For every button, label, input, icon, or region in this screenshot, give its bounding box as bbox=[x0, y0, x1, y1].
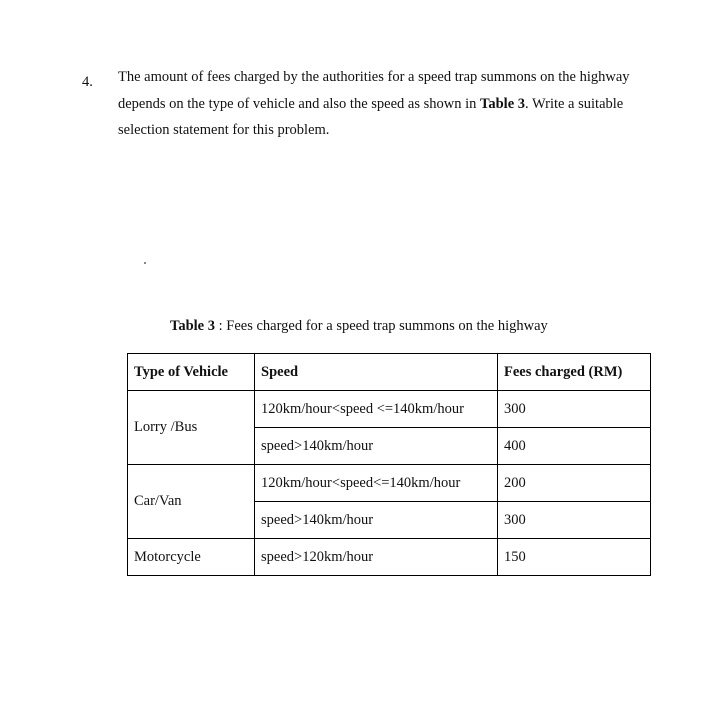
speed-cell: speed>120km/hour bbox=[255, 539, 498, 576]
vehicle-cell: Motorcycle bbox=[128, 539, 255, 576]
question-text bbox=[118, 64, 678, 144]
fee-cell: 200 bbox=[498, 465, 651, 502]
header-fees: Fees charged (RM) bbox=[498, 354, 651, 391]
fees-table bbox=[127, 353, 651, 576]
header-speed: Speed bbox=[255, 354, 498, 391]
fee-cell: 150 bbox=[498, 539, 651, 576]
vehicle-cell: Car/Van bbox=[128, 465, 255, 539]
stray-mark bbox=[144, 262, 146, 264]
speed-cell: 120km/hour<speed <=140km/hour bbox=[255, 391, 498, 428]
table-header-row bbox=[128, 354, 651, 391]
vehicle-cell: Lorry /Bus bbox=[128, 391, 255, 465]
table-caption-label: Table 3 bbox=[170, 318, 215, 334]
fee-cell: 300 bbox=[498, 502, 651, 539]
speed-cell: speed>140km/hour bbox=[255, 428, 498, 465]
fee-cell: 300 bbox=[498, 391, 651, 428]
header-vehicle: Type of Vehicle bbox=[128, 354, 255, 391]
table-row bbox=[128, 391, 651, 428]
table-row bbox=[128, 539, 651, 576]
table-row bbox=[128, 465, 651, 502]
fee-cell: 400 bbox=[498, 428, 651, 465]
speed-cell: speed>140km/hour bbox=[255, 502, 498, 539]
table-caption bbox=[170, 316, 548, 336]
question-text-part1: The amount of fees charged by the authorities for a speed trap summons on the highway depends on the type of vehicle and also the speed as shown in bbox=[118, 69, 630, 112]
question-text-part2: . Write a suitable selection statement for this problem. bbox=[118, 95, 624, 138]
question-number: 4. bbox=[82, 74, 93, 90]
speed-cell: 120km/hour<speed<=140km/hour bbox=[255, 465, 498, 502]
table-caption-text: : Fees charged for a speed trap summons on the highway bbox=[215, 318, 548, 334]
question-table-reference: Table 3 bbox=[480, 95, 526, 112]
